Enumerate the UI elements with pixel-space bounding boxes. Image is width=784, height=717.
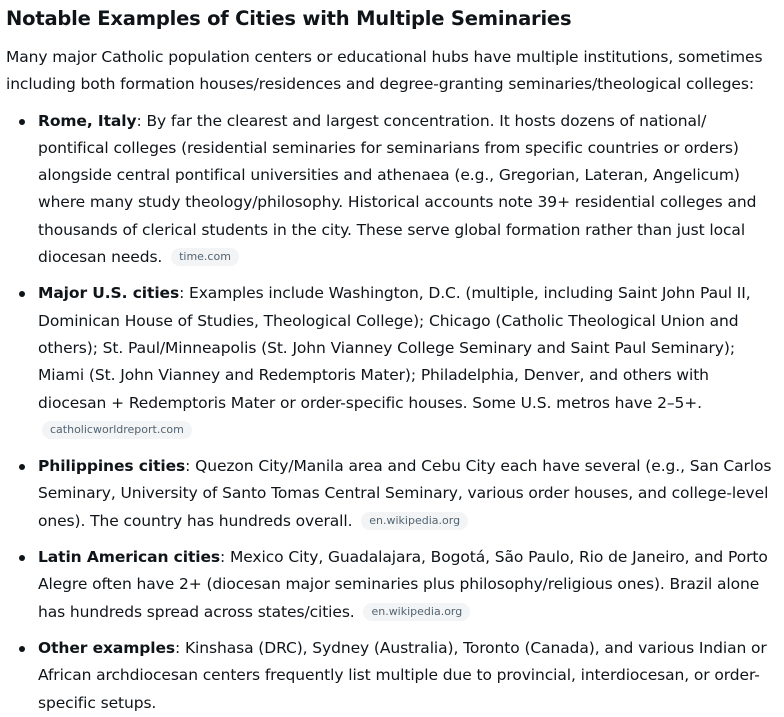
item-term: Other examples: [38, 638, 176, 657]
source-chip-link[interactable]: en.wikipedia.org: [363, 603, 470, 621]
source-chip-link[interactable]: en.wikipedia.org: [361, 512, 468, 530]
bullet-icon: [19, 119, 25, 125]
item-term: Philippines cities: [38, 457, 186, 476]
list-item-rome: [6, 108, 778, 272]
list-item-other: [6, 635, 778, 717]
item-term: Rome, Italy: [38, 111, 137, 130]
intro-paragraph: Many major Catholic population centers or educational hubs have multiple institutions, sometimes including both formation houses/residences and degree-granting seminaries/theological colleges:: [6, 48, 763, 94]
bullet-icon: [19, 291, 25, 297]
item-term: Major U.S. cities: [38, 284, 180, 303]
bullet-icon: [19, 464, 25, 470]
bullet-icon: [19, 555, 25, 561]
list-item-us-cities: [6, 280, 778, 444]
list-item-latin-america: [6, 544, 778, 626]
source-chip-link[interactable]: time.com: [171, 248, 239, 266]
examples-list: [6, 108, 778, 717]
item-term: Latin American cities: [38, 548, 221, 567]
item-text: : By far the clearest and largest concentration. It hosts dozens of national/ pontifical colleges (residential seminaries for seminarians from specific countries or orders) alongside central pontifical universities and athenaea (e.g., Gregorian, Lateran, Angelicum) where many study theology/philosophy. Historical accounts note 39+ residential colleges and thousands of clerical students in the city. These serve global formation rather than just local diocesan needs.: [38, 111, 757, 267]
bullet-icon: [19, 646, 25, 652]
list-item-philippines: [6, 453, 778, 535]
item-text: : Mexico City, Guadalajara, Bogotá, São Paulo, Rio de Janeiro, and Porto Alegre often have 2+ (diocesan major seminaries plus philosophy/religious ones). Brazil alone has hundreds spread across states/cities.: [38, 548, 768, 621]
section-heading: Notable Examples of Cities with Multiple Seminaries: [6, 7, 572, 30]
item-text: : Examples include Washington, D.C. (multiple, including Saint John Paul II, Dominican House of Studies, Theological College); Chicago (Catholic Theological Union and others); St. Paul/Minneapolis (St. John Vianney College Seminary and Saint Paul Seminary); Miami (St. John Vianney and Redemptoris Mater); Philadelphia, Denver, and others with diocesan + Redemptoris Mater or order-specific houses. Some U.S. metros have 2–5+.: [38, 284, 751, 412]
source-chip-link[interactable]: catholicworldreport.com: [42, 421, 192, 439]
item-text: : Kinshasa (DRC), Sydney (Australia), Toronto (Canada), and various Indian or African archdiocesan centers frequently list multiple due to provincial, interdiocesan, or order-specific setups.: [38, 638, 767, 712]
item-text: : Quezon City/Manila area and Cebu City each have several (e.g., San Carlos Seminary, University of Santo Tomas Central Seminary, various order houses, and college-level ones). The country has hundreds overall.: [38, 457, 772, 530]
